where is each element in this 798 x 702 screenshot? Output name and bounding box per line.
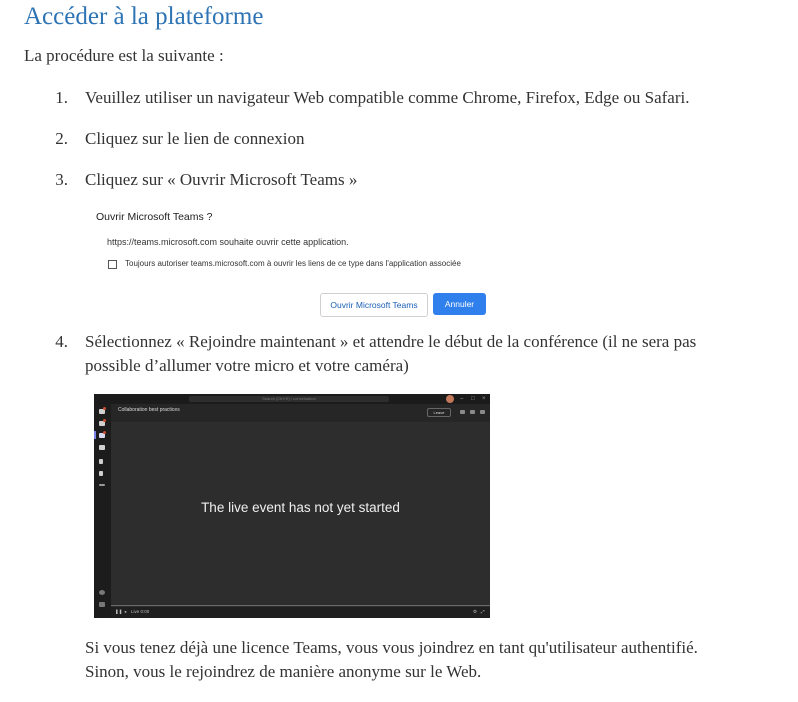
dialog-description: https://teams.microsoft.com souhaite ouvrir cette application. <box>107 237 349 247</box>
step-text: Cliquez sur « Ouvrir Microsoft Teams » <box>85 170 358 189</box>
list-item <box>54 85 774 110</box>
cancel-button[interactable]: Annuler <box>433 293 486 315</box>
open-teams-button[interactable]: Ouvrir Microsoft Teams <box>320 293 428 317</box>
step-number: 4. <box>55 332 68 351</box>
progress-bar[interactable] <box>111 605 490 606</box>
step-number: 1. <box>55 88 68 107</box>
step-number: 2. <box>55 129 68 148</box>
player-controls <box>111 607 490 618</box>
notification-badge <box>103 407 106 410</box>
teams-app-rail <box>94 404 111 618</box>
close-icon[interactable]: × <box>482 396 486 402</box>
calendar-icon[interactable] <box>99 445 105 450</box>
list-item <box>54 126 774 151</box>
always-allow-checkbox[interactable] <box>108 260 117 269</box>
checkbox-label: Toujours autoriser teams.microsoft.com à ouvrir les liens de ce type dans l'application associée <box>125 259 461 268</box>
more-icon[interactable] <box>99 484 105 486</box>
notification-badge <box>103 419 106 422</box>
step-text: Veuillez utiliser un navigateur Web compatible comme Chrome, Firefox, Edge ou Safari. <box>85 88 690 107</box>
active-indicator <box>94 431 96 439</box>
fullscreen-icon[interactable]: ⤢ <box>481 609 485 614</box>
page-title: Accéder à la plateforme <box>24 3 264 30</box>
maximize-icon[interactable]: □ <box>471 396 475 402</box>
files-icon[interactable] <box>99 471 103 476</box>
live-status: Live 0:00 <box>131 609 150 614</box>
meeting-title: Collaboration best practices <box>118 407 180 413</box>
step-text: Cliquez sur le lien de connexion <box>85 129 305 148</box>
avatar[interactable] <box>446 395 454 403</box>
teams-screenshot <box>94 394 490 618</box>
info-icon[interactable] <box>470 410 475 414</box>
list-item <box>54 329 774 379</box>
calls-icon[interactable] <box>99 459 103 464</box>
step-number: 3. <box>55 170 68 189</box>
help-icon[interactable] <box>99 590 105 595</box>
teams-search-bar[interactable]: Search (Ctrl+E) / conversation <box>189 396 389 402</box>
settings-icon[interactable]: ⚙ <box>473 609 478 614</box>
pause-icon[interactable]: ❚❚ <box>115 609 123 614</box>
settings-icon[interactable] <box>480 410 485 414</box>
volume-icon[interactable]: ◂ <box>124 609 127 614</box>
notification-badge <box>103 431 106 434</box>
closing-line-2: Sinon, vous le rejoindrez de manière anonyme sur le Web. <box>85 662 482 681</box>
step-text-line1: Sélectionnez « Rejoindre maintenant » et attendre le début de la conférence (il ne sera pas <box>85 332 697 351</box>
live-event-message: The live event has not yet started <box>201 500 400 515</box>
list-item <box>54 167 774 192</box>
intro-text: La procédure est la suivante : <box>24 46 224 65</box>
chat-icon[interactable] <box>460 410 465 414</box>
closing-line-1: Si vous tenez déjà une licence Teams, vous vous joindrez en tant qu'utilisateur authentifié. <box>85 638 698 657</box>
dialog-title: Ouvrir Microsoft Teams ? <box>96 211 213 223</box>
minimize-icon[interactable]: – <box>460 396 464 402</box>
step-text-line2: possible d’allumer votre micro et votre caméra) <box>85 356 409 375</box>
leave-button[interactable]: Leave <box>427 408 451 417</box>
apps-icon[interactable] <box>99 602 105 607</box>
